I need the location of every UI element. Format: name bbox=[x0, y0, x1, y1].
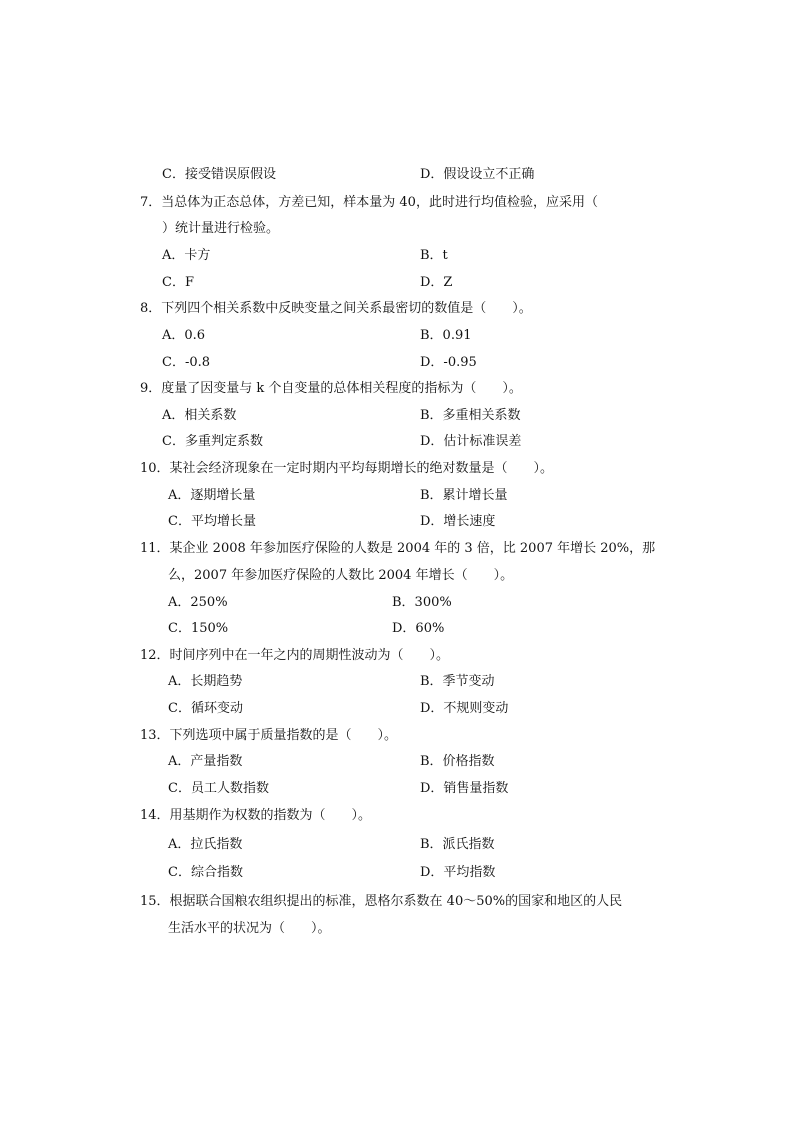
q10-stem: 10．某社会经济现象在一定时期内平均每期增长的绝对数量是（ ）。 bbox=[140, 461, 554, 476]
q14-option-b: B．派氏指数 bbox=[420, 837, 495, 852]
q13-stem: 13．下列选项中属于质量指数的是（ ）。 bbox=[140, 728, 398, 743]
q12-option-d: D．不规则变动 bbox=[420, 701, 509, 716]
q7-stem-line2: ）统计量进行检验。 bbox=[162, 221, 280, 236]
q9-option-d: D．估计标准误差 bbox=[420, 434, 522, 449]
q9-option-a: A．相关系数 bbox=[162, 408, 237, 423]
q11-stem-line1: 11．某企业 2008 年参加医疗保险的人数是 2004 年的 3 倍，比 2007 年增长 20%，那 bbox=[140, 541, 656, 556]
q12-option-c: C．循环变动 bbox=[168, 701, 243, 716]
q10-option-c: C．平均增长量 bbox=[168, 514, 256, 529]
q11-stem-line2: 么，2007 年参加医疗保险的人数比 2004 年增长（ ）。 bbox=[168, 568, 514, 583]
q6-option-d: D．假设设立不正确 bbox=[420, 167, 535, 182]
q14-option-c: C．综合指数 bbox=[168, 865, 243, 880]
q10-option-a: A．逐期增长量 bbox=[168, 488, 256, 503]
q11-option-c: C．150% bbox=[168, 621, 229, 636]
q13-option-d: D．销售量指数 bbox=[420, 781, 509, 796]
q14-stem: 14．用基期作为权数的指数为（ ）。 bbox=[140, 808, 372, 823]
q11-option-b: B．300% bbox=[392, 595, 452, 610]
q7-option-c: C．F bbox=[162, 275, 194, 290]
q7-stem-line1: 7．当总体为正态总体，方差已知，样本量为 40，此时进行均值检验，应采用（ bbox=[140, 195, 598, 210]
q8-stem: 8．下列四个相关系数中反映变量之间关系最密切的数值是（ ）。 bbox=[140, 301, 532, 316]
q13-option-c: C．员工人数指数 bbox=[168, 781, 269, 796]
q8-option-a: A．0.6 bbox=[162, 328, 206, 343]
q14-option-d: D．平均指数 bbox=[420, 865, 496, 880]
q12-stem: 12．时间序列中在一年之内的周期性波动为（ ）。 bbox=[140, 648, 450, 663]
q10-option-d: D．增长速度 bbox=[420, 514, 496, 529]
q8-option-b: B．0.91 bbox=[420, 328, 472, 343]
q12-option-b: B．季节变动 bbox=[420, 674, 495, 689]
q11-option-a: A．250% bbox=[168, 595, 228, 610]
q9-option-b: B．多重相关系数 bbox=[420, 408, 521, 423]
q15-stem-line2: 生活水平的状况为（ ）。 bbox=[168, 921, 331, 936]
q6-option-c: C．接受错误原假设 bbox=[162, 167, 276, 182]
q7-option-d: D．Z bbox=[420, 275, 453, 290]
q14-option-a: A．拉氏指数 bbox=[168, 837, 243, 852]
q7-option-b: B．t bbox=[420, 248, 448, 263]
q13-option-a: A．产量指数 bbox=[168, 754, 243, 769]
q8-option-c: C．-0.8 bbox=[162, 355, 211, 370]
q9-option-c: C．多重判定系数 bbox=[162, 434, 263, 449]
q10-option-b: B．累计增长量 bbox=[420, 488, 508, 503]
q11-option-d: D．60% bbox=[392, 621, 445, 636]
q15-stem-line1: 15．根据联合国粮农组织提出的标准，恩格尔系数在 40～50%的国家和地区的人民 bbox=[140, 894, 623, 909]
q7-option-a: A．卡方 bbox=[162, 248, 211, 263]
q13-option-b: B．价格指数 bbox=[420, 754, 495, 769]
q8-option-d: D．-0.95 bbox=[420, 355, 477, 370]
q9-stem: 9．度量了因变量与 k 个自变量的总体相关程度的指标为（ ）。 bbox=[140, 381, 522, 396]
q12-option-a: A．长期趋势 bbox=[168, 674, 243, 689]
